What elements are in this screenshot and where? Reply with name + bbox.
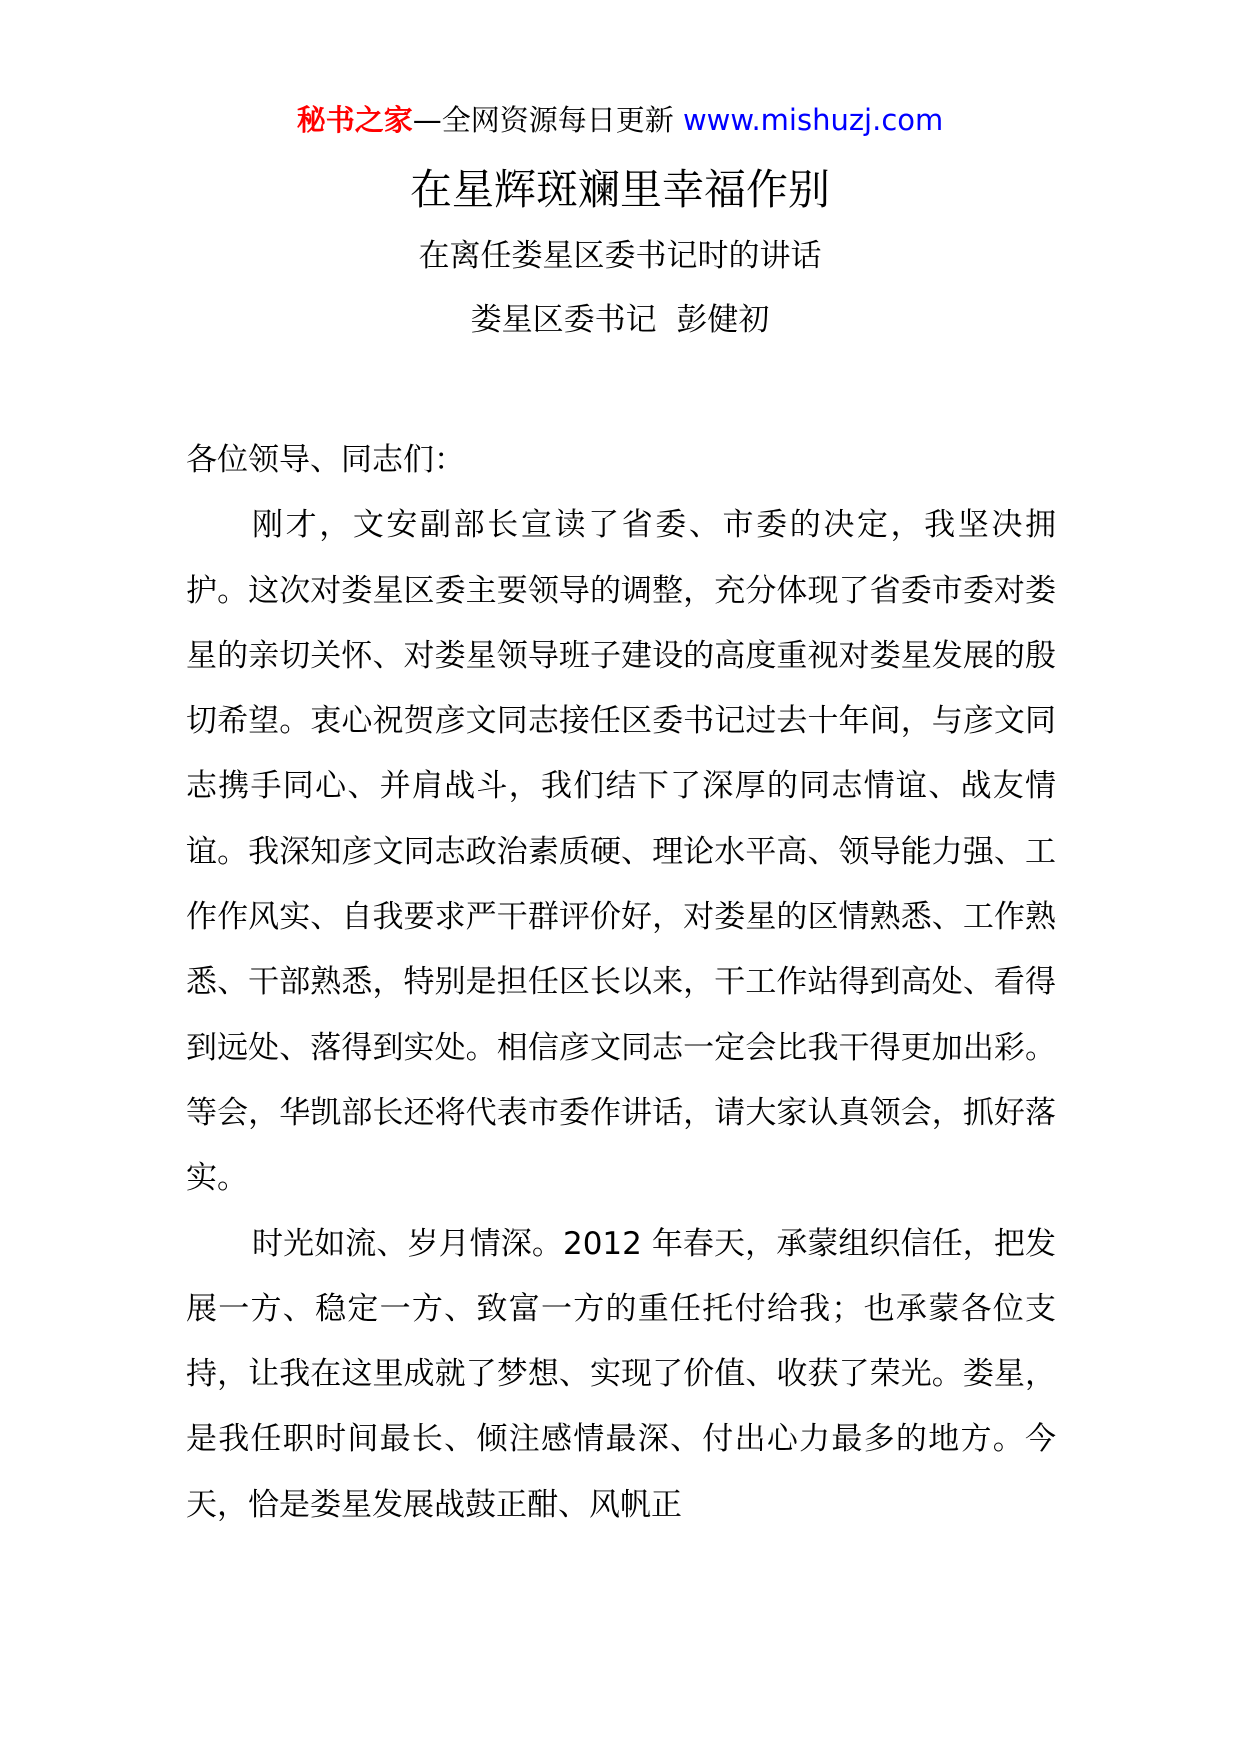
document-body (186, 428, 1056, 1538)
document-author: 娄星区委书记 彭健初 (470, 302, 770, 338)
salutation: 各位领导、同志们： (186, 442, 465, 478)
document-subtitle: 在离任娄星区委书记时的讲话 (418, 238, 822, 274)
body-paragraph: 刚才，文安副部长宣读了省委、市委的决定，我坚决拥护。这次对娄星区委主要领导的调整，充分体现了省委市委对娄星的亲切关怀、对娄星领导班子建设的高度重视对娄星发展的殷切希望。衷心祝贺彦文同志接任区委书记过去十年间，与彦文同志携手同心、并肩战斗，我们结下了深厚的同志情谊、战友情谊。我深知彦文同志政治素质硬、理论水平高、领导能力强、工作作风实、自我要求严干群评价好，对娄星的区情熟悉、工作熟悉、干部熟悉，特别是担任区长以来，干工作站得到高处、看得到远处、落得到实处。相信彦文同志一定会比我干得更加出彩。等会，华凯部长还将代表市委作讲话，请大家认真领会，抓好落实。 (186, 507, 1056, 1197)
body-paragraph: 时光如流、岁月情深。2012 年春天，承蒙组织信任，把发展一方、稳定一方、致富一方的重任托付给我；也承蒙各位支持，让我在这里成就了梦想、实现了价值、收获了荣光。娄星，是我任职时间最长、倾注感情最深、付出心力最多的地方。今天，恰是娄星发展战鼓正酣、风帆正 (186, 1225, 1056, 1523)
site-url-link[interactable]: www.mishuzj.com (682, 103, 944, 137)
brand-name: 秘书之家 (296, 103, 413, 137)
header-tagline: —全网资源每日更新 (412, 103, 674, 137)
document-title: 在星辉斑斓里幸福作别 (409, 165, 830, 214)
site-header (0, 100, 1240, 140)
